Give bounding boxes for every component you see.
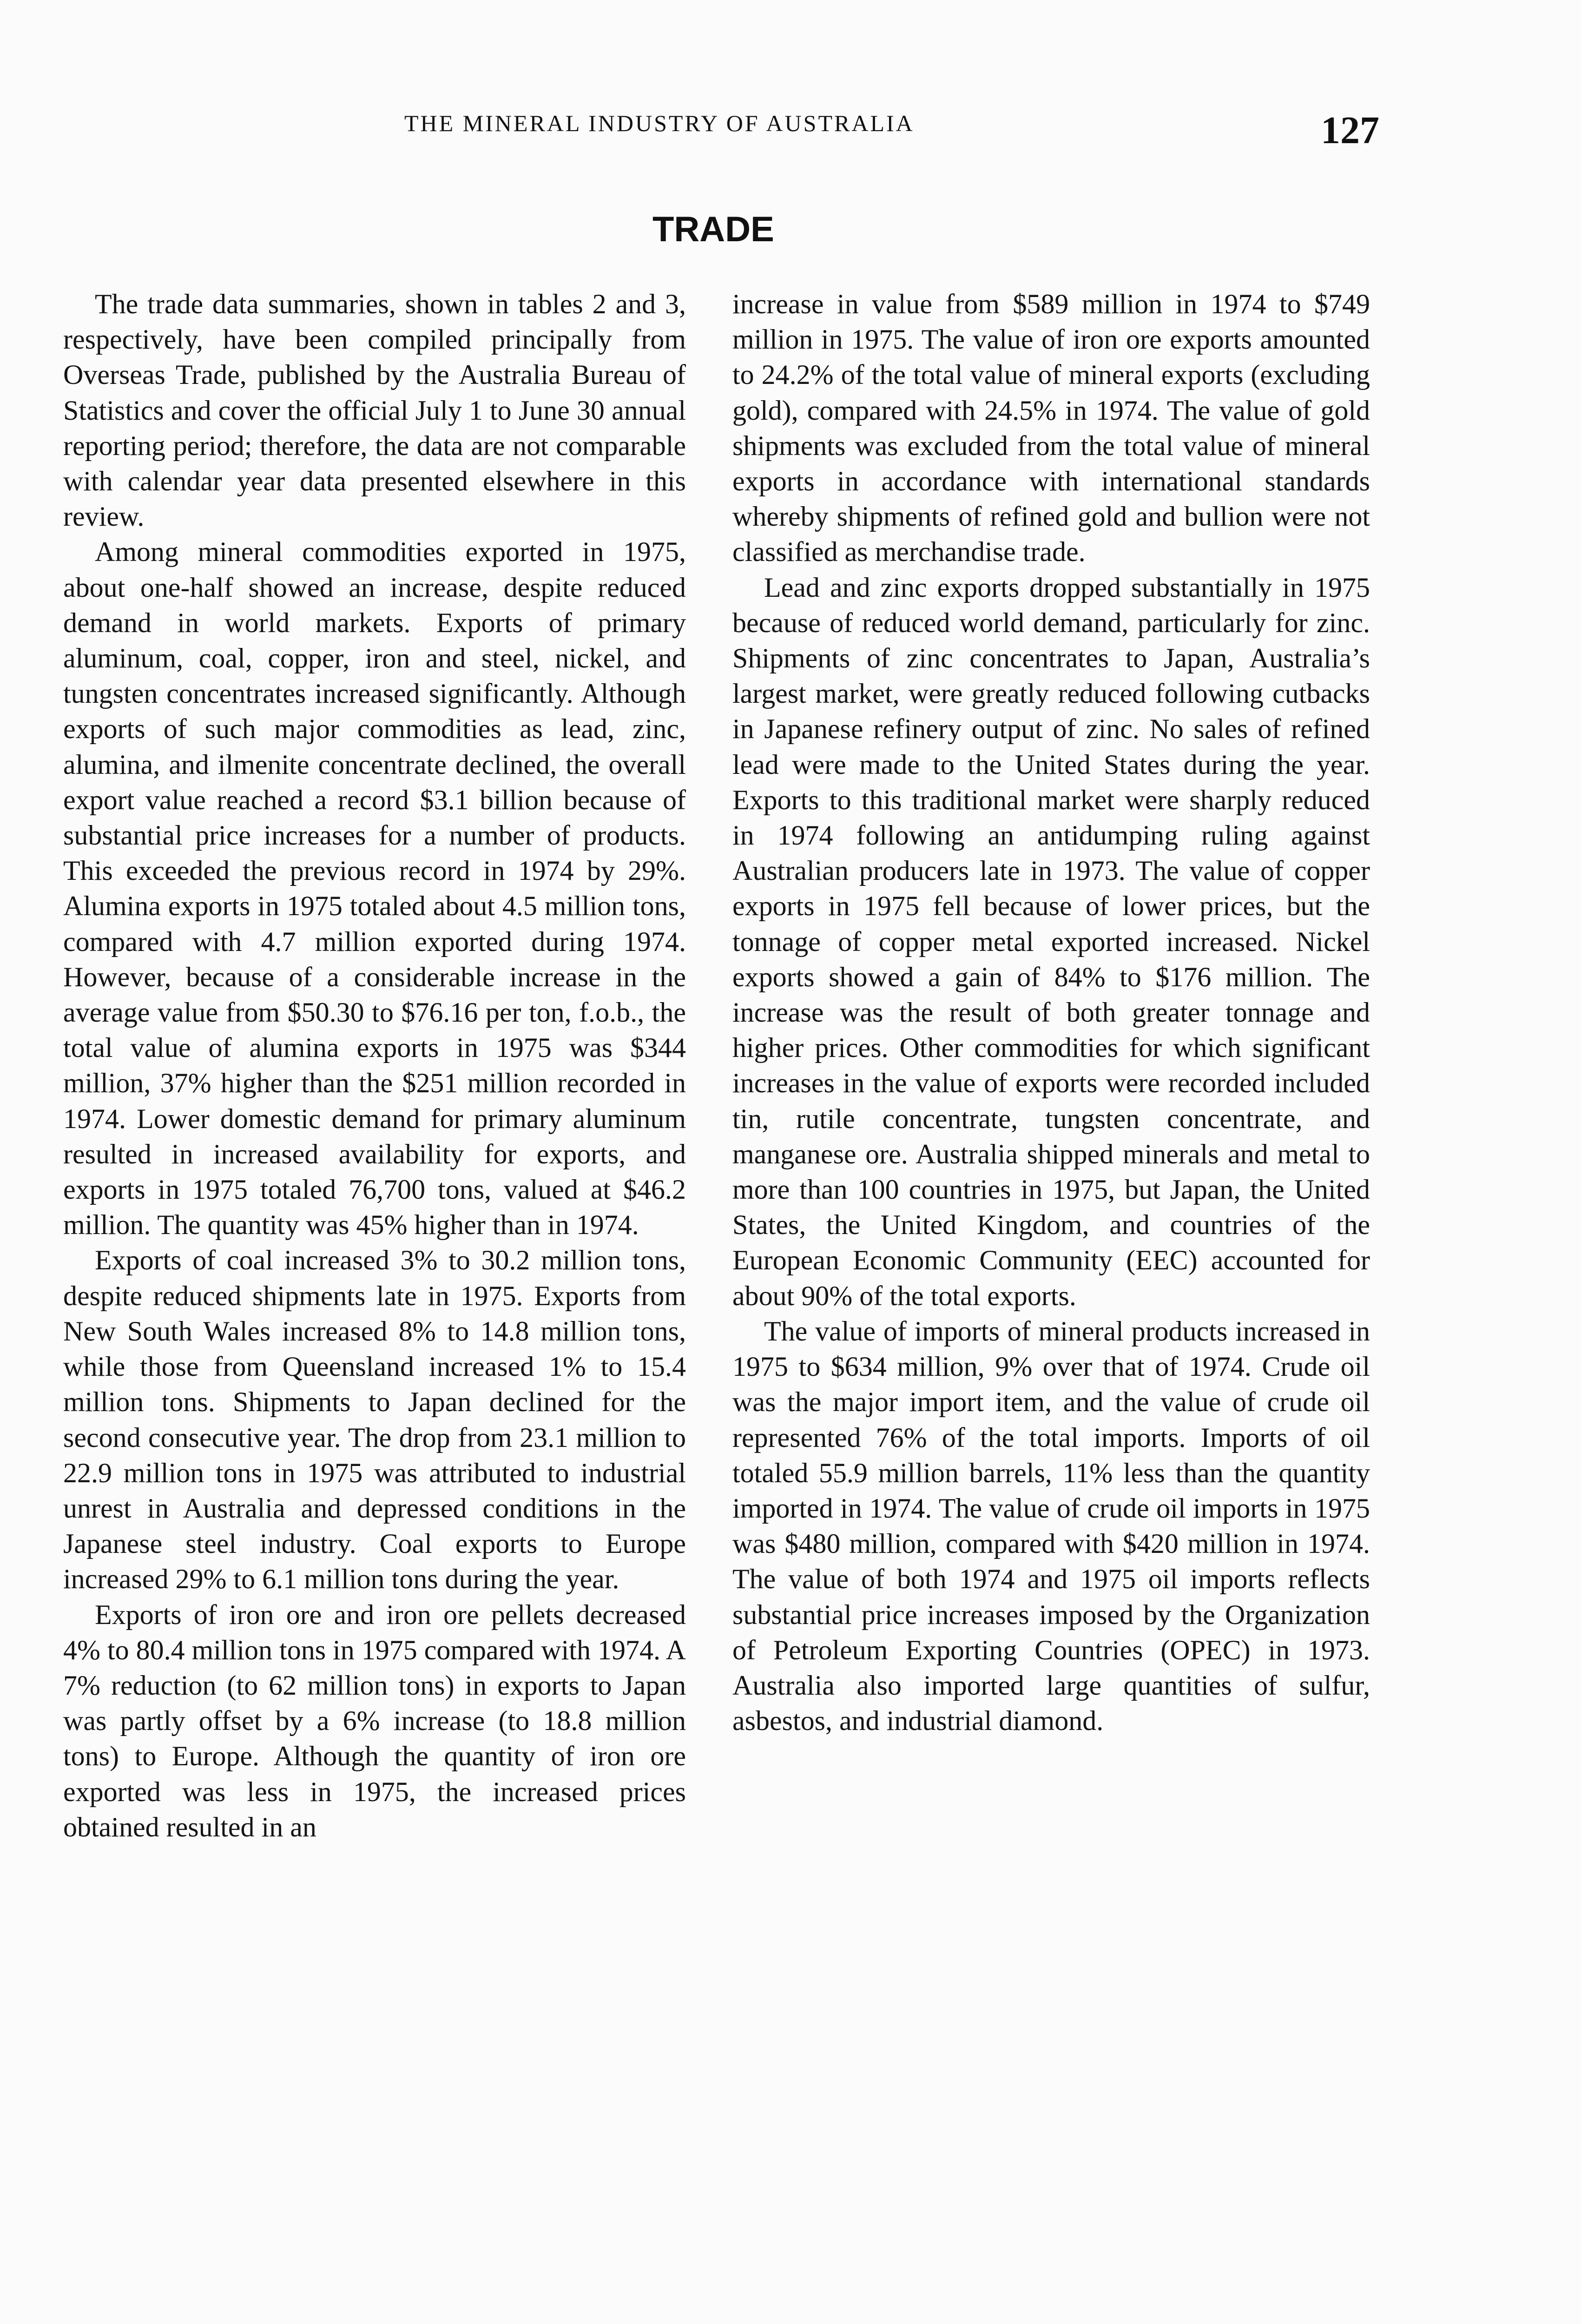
paragraph: Lead and zinc exports dropped substantially in 1975 because of reduced world demand, particularly for zinc. Shipments of zinc concentrates to Japan, Australia’s largest market, were greatly reduced following cutbacks in Japanese refinery output of zinc. No sales of refined lead were made to the United States during the year. Exports to this traditional market were sharply reduced in 1974 following an antidumping ruling against Australian producers late in 1973. The value of copper exports in 1975 fell because of lower prices, but the tonnage of copper metal exported increased. Nickel exports showed a gain of 84% to $176 million. The increase was the result of both greater tonnage and higher prices. Other commodities for which significant increases in the value of exports were recorded included tin, rutile concentrate, tungsten concentrate, and manganese ore. Australia shipped minerals and metal to more than 100 countries in 1975, but Japan, the United States, the United Kingdom, and countries of the European Economic Community (EEC) accounted for about 90% of the total exports. xyxy=(732,572,1370,1311)
paragraph: Among mineral commodities exported in 1975, about one-half showed an increase, despite reduced demand in world markets. Exports of primary aluminum, coal, copper, iron and steel, nickel, and tungsten concentrates increased significantly. Although exports of such major commodities as lead, zinc, alumina, and ilmenite concentrate declined, the overall export value reached a record $3.1 billion because of substantial price increases for a number of products. This exceeded the previous record in 1974 by 29%. Alumina exports in 1975 totaled about 4.5 million tons, compared with 4.7 million exported during 1974. However, because of a considerable increase in the average value from $50.30 to $76.16 per ton, f.o.b., the total value of alumina exports in 1975 was $344 million, 37% higher than the $251 million recorded in 1974. Lower domestic demand for primary aluminum resulted in increased availability for exports, and exports in 1975 totaled 76,700 tons, valued at $46.2 million. The quantity was 45% higher than in 1974. xyxy=(63,536,686,1241)
paragraph: increase in value from $589 million in 1974 to $749 million in 1975. The value of iron ore exports amounted to 24.2% of the total value of mineral exports (excluding gold), compared with 24.5% in 1974. The value of gold shipments was excluded from the total value of mineral exports in accordance with international standards whereby shipments of refined gold and bullion were not classified as merchandise trade. xyxy=(732,289,1370,568)
paragraph: Exports of coal increased 3% to 30.2 million tons, despite reduced shipments late in 1975. Exports from New South Wales increased 8% to 14.8 million tons, while those from Queensland increased 1% to 15.4 million tons. Shipments to Japan declined for the second consecutive year. The drop from 23.1 million to 22.9 million tons in 1975 was attributed to industrial unrest in Australia and depressed conditions in the Japanese steel industry. Coal exports to Europe increased 29% to 6.1 million tons during the year. xyxy=(63,1245,686,1595)
paragraph: The value of imports of mineral products increased in 1975 to $634 million, 9% over that of 1974. Crude oil was the major import item, and the value of crude oil represented 76% of the total imports. Imports of oil totaled 55.9 million barrels, 11% less than the quantity imported in 1974. The value of crude oil imports in 1975 was $480 million, compared with $420 million in 1974. The value of both 1974 and 1975 oil imports reflects substantial price increases imposed by the Organization of Petroleum Exporting Countries (OPEC) in 1973. Australia also imported large quantities of sulfur, asbestos, and industrial diamond. xyxy=(732,1315,1370,1736)
right-column xyxy=(732,286,1370,1738)
paragraph: The trade data summaries, shown in tables 2 and 3, respectively, have been compiled principally from Overseas Trade, published by the Australia Bureau of Statistics and cover the official July 1 to June 30 annual reporting period; therefore, the data are not comparable with calendar year data presented elsewhere in this review. xyxy=(63,289,686,532)
running-head: THE MINERAL INDUSTRY OF AUSTRALIA xyxy=(404,110,915,136)
section-title: TRADE xyxy=(652,210,774,249)
paragraph: Exports of iron ore and iron ore pellets decreased 4% to 80.4 million tons in 1975 compared with 1974. A 7% reduction (to 62 million tons) in exports to Japan was partly offset by a 6% increase (to 18.8 million tons) to Europe. Although the quantity of iron ore exported was less in 1975, the increased prices obtained resulted in an xyxy=(63,1599,686,1842)
left-column xyxy=(63,286,686,1845)
page-number: 127 xyxy=(1321,109,1379,152)
